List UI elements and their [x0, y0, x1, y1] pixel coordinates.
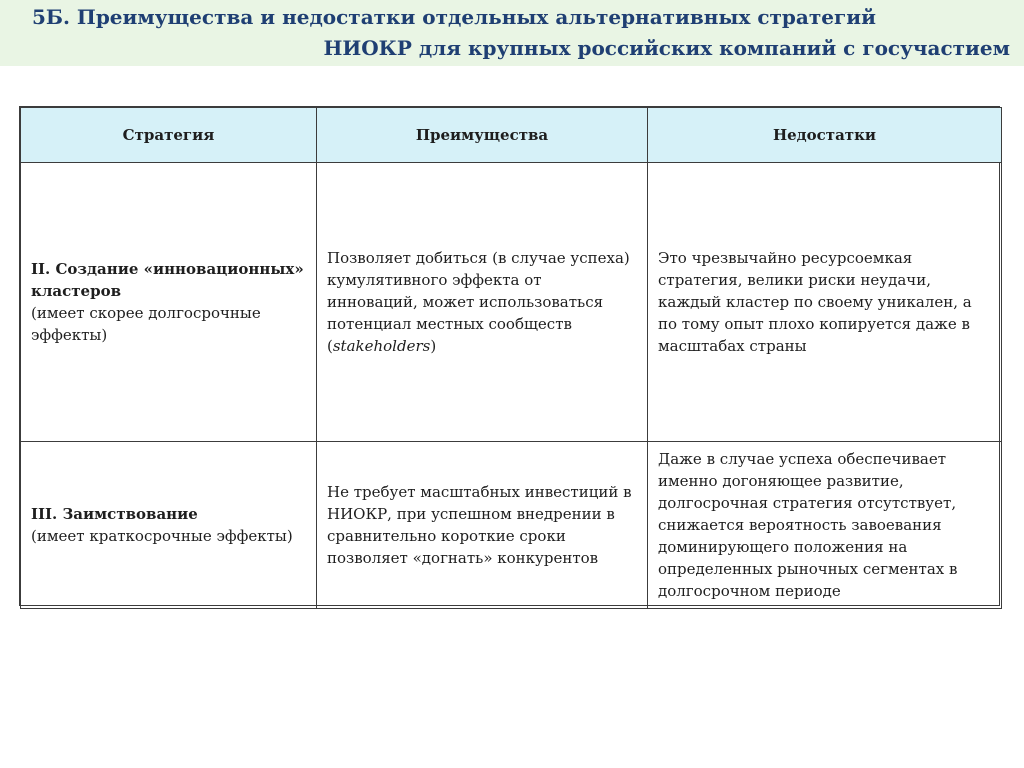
cell-advantages — [317, 163, 648, 442]
table-row — [21, 442, 1002, 609]
table-header-row — [21, 108, 1002, 163]
strategy-note: (имеет краткосрочные эффекты) — [31, 527, 293, 545]
cell-advantages — [317, 442, 648, 609]
advantages-italic-term: stakeholders — [332, 337, 431, 355]
advantages-text-end: ) — [430, 337, 437, 355]
slide-title-line-2: НИОКР для крупных российских компаний с госучастием — [323, 36, 1010, 60]
cell-disadvantages — [648, 442, 1002, 609]
strategy-table — [20, 107, 1002, 609]
strategy-name: II. Создание «инновационных» кластеров — [31, 260, 304, 300]
strategy-name: III. Заимствование — [31, 505, 198, 523]
strategy-note: (имеет скорее долгосрочные эффекты) — [31, 304, 261, 344]
table-row — [21, 163, 1002, 442]
disadvantages-text: Это чрезвычайно ресурсоемкая стратегия, велики риски неудачи, каждый кластер по своему уникален, а по тому опыт плохо копируется даже в масштабах страны — [658, 249, 972, 355]
header-disadvantages: Недостатки — [648, 108, 1002, 163]
disadvantages-text: Даже в случае успеха обеспечивает именно догоняющее развитие, долгосрочная стратегия отсутствует, снижается вероятность завоевания доминирующего положения на определенных рыночных сегментах в долгосрочном периоде — [658, 450, 958, 600]
cell-strategy — [21, 163, 317, 442]
advantages-text: Позволяет добиться (в случае успеха) кумулятивного эффекта от инноваций, может использоваться потенциал местных сообществ ( — [327, 249, 630, 355]
header-strategy: Стратегия — [21, 108, 317, 163]
strategy-table-container — [19, 106, 1000, 606]
advantages-text: Не требует масштабных инвестиций в НИОКР, при успешном внедрении в сравнительно короткие сроки позволяет «догнать» конкурентов — [327, 483, 632, 567]
cell-disadvantages — [648, 163, 1002, 442]
slide-title-line-1: 5Б. Преимущества и недостатки отдельных альтернативных стратегий — [32, 5, 876, 29]
header-advantages: Преимущества — [317, 108, 648, 163]
cell-strategy — [21, 442, 317, 609]
